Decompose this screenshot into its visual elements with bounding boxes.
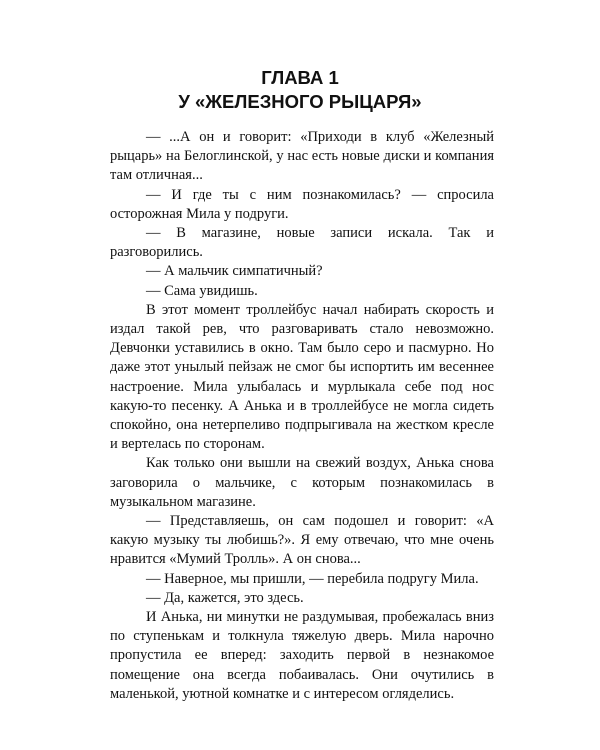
paragraph: И Анька, ни минутки не раздумывая, пробежалась вниз по ступенькам и толкнула тяжелую дверь. Мила нарочно пропустила ее вперед: заходить первой в незнакомое помещение она всегда побаивалась. Они очутились в маленькой, уютной комнатке и с интересом огляделись. (110, 609, 494, 702)
paragraph: — В магазине, новые записи искала. Так и разговорились. (110, 225, 494, 261)
chapter-heading (0, 66, 600, 114)
paragraph: — Сама увидишь. (146, 282, 258, 299)
paragraph: В этот момент троллейбус начал набирать скорость и издал такой рев, что разговаривать стало невозможно. Девчонки уставились в окно. Там было серо и пасмурно. Но даже этот унылый пейзаж не смог бы испортить им весеннее настроение. Мила улыбалась и мурлыкала себе под нос какую-то песенку. А Анька и в троллейбусе не могла сидеть спокойно, она нетерпеливо подпрыгивала на жестком кресле и вертелась по сторонам. (110, 301, 494, 453)
chapter-title: У «ЖЕЛЕЗНОГО РЫЦАРЯ» (178, 91, 422, 112)
chapter-number: ГЛАВА 1 (261, 67, 339, 88)
paragraph: — Да, кажется, это здесь. (146, 589, 304, 606)
paragraph: — Наверное, мы пришли, — перебила подругу Мила. (146, 570, 479, 587)
paragraph: — Представляешь, он сам подошел и говорит: «А какую музыку ты любишь?». Я ему отвечаю, что мне очень нравится «Мумий Тролль». А он снова... (110, 513, 494, 568)
chapter-body (110, 128, 494, 704)
paragraph: — ...А он и говорит: «Приходи в клуб «Железный рыцарь» на Белоглинской, у нас есть новые диски и компания там отличная... (110, 129, 494, 184)
paragraph: — А мальчик симпатичный? (146, 263, 323, 280)
paragraph: Как только они вышли на свежий воздух, Анька снова заговорила о мальчике, с которым познакомилась в музыкальном магазине. (110, 455, 494, 510)
paragraph: — И где ты с ним познакомилась? — спросила осторожная Мила у подруги. (110, 186, 494, 222)
